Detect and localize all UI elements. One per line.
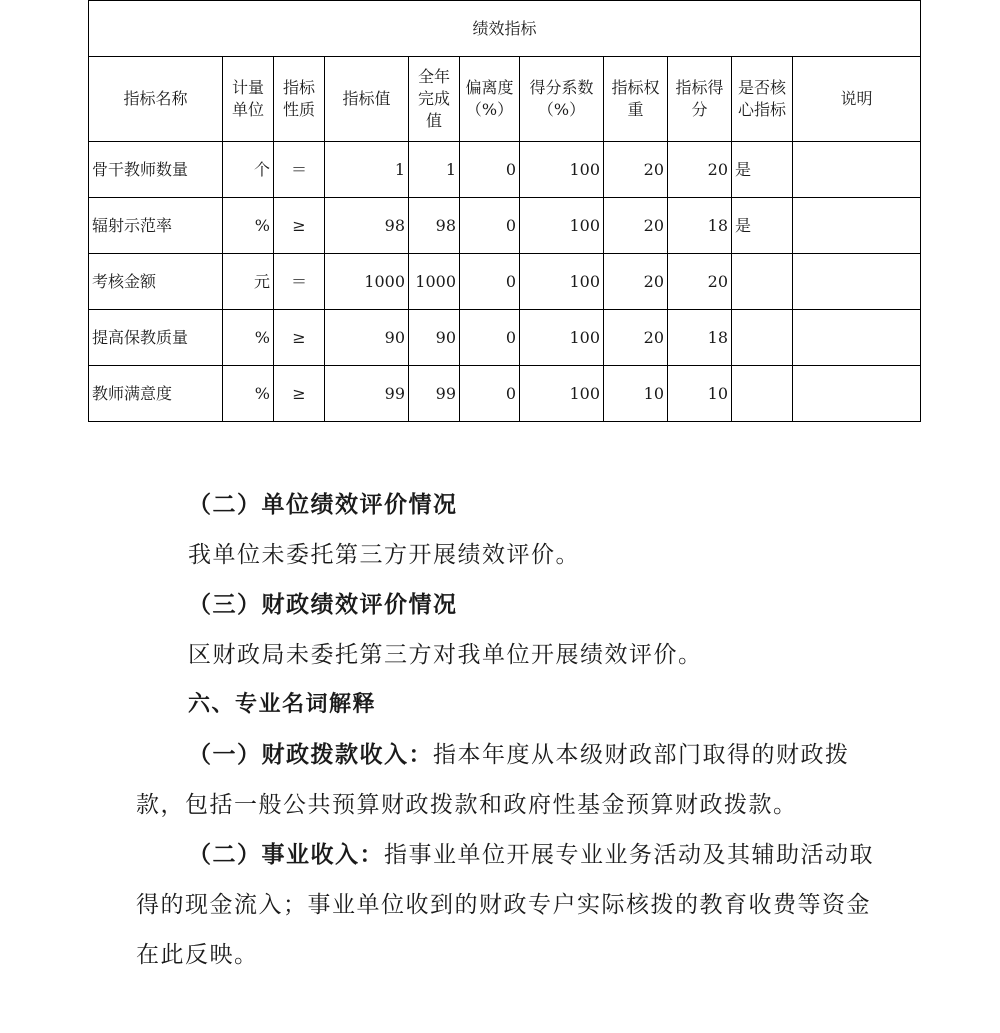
- table-cell: ＝: [274, 254, 325, 310]
- glossary-heading: 六、专业名词解释: [188, 692, 377, 717]
- table-cell: 提高保教质量: [89, 310, 223, 366]
- table-row: [89, 366, 921, 422]
- table-cell: 辐射示范率: [89, 198, 223, 254]
- table-cell: 0: [460, 254, 520, 310]
- table-row: [89, 198, 921, 254]
- fiscal-eval-heading: （三）财政绩效评价情况: [188, 591, 458, 618]
- table-row: [89, 142, 921, 198]
- table-cell: 98: [409, 198, 460, 254]
- column-header: 指标得分: [668, 57, 732, 142]
- table-cell: 0: [460, 142, 520, 198]
- table-cell: 99: [325, 366, 409, 422]
- column-header: 指标性质: [274, 57, 325, 142]
- table-cell: 99: [409, 366, 460, 422]
- table-cell: [732, 366, 793, 422]
- table-cell: [793, 198, 921, 254]
- table-header-row: [89, 57, 921, 142]
- table-cell: 20: [668, 254, 732, 310]
- fiscal-eval-text: 区财政局未委托第三方对我单位开展绩效评价。: [188, 642, 703, 668]
- table-cell: 18: [668, 198, 732, 254]
- unit-eval-text: 我单位未委托第三方开展绩效评价。: [188, 542, 580, 568]
- table-cell: ＝: [274, 142, 325, 198]
- column-header: 偏离度（%）: [460, 57, 520, 142]
- table-cell: 20: [604, 310, 668, 366]
- table-cell: 是: [732, 142, 793, 198]
- term2-text: 指事业单位开展专业业务活动及其辅助活动取得的现金流入；事业单位收到的财政专户实际核拨的教育收费等资金在此反映。: [136, 842, 874, 968]
- table-cell: [793, 310, 921, 366]
- table-cell: 100: [520, 310, 604, 366]
- table-cell: 90: [325, 310, 409, 366]
- term1-text: 指本年度从本级财政部门取得的财政拨款，包括一般公共预算财政拨款和政府性基金预算财政拨款。: [136, 742, 850, 818]
- term2-label: （二）事业收入：: [188, 841, 384, 868]
- table-cell: 100: [520, 198, 604, 254]
- table-cell: 0: [460, 198, 520, 254]
- table-cell: 是: [732, 198, 793, 254]
- table-cell: 1000: [325, 254, 409, 310]
- column-header: 指标值: [325, 57, 409, 142]
- table-cell: [793, 142, 921, 198]
- term1-label: （一）财政拨款收入：: [188, 741, 433, 768]
- table-cell: [732, 310, 793, 366]
- table-cell: 1000: [409, 254, 460, 310]
- column-header: 是否核心指标: [732, 57, 793, 142]
- table-cell: [793, 366, 921, 422]
- table-cell: 10: [604, 366, 668, 422]
- unit-eval-heading: （二）单位绩效评价情况: [188, 491, 458, 518]
- table-cell: 1: [409, 142, 460, 198]
- table-cell: [732, 254, 793, 310]
- table-cell: 1: [325, 142, 409, 198]
- table-cell: 18: [668, 310, 732, 366]
- table-cell: 骨干教师数量: [89, 142, 223, 198]
- column-header: 说明: [793, 57, 921, 142]
- document-body: [136, 480, 884, 980]
- table-cell: 20: [668, 142, 732, 198]
- table-title: 绩效指标: [89, 1, 921, 57]
- table-cell: 20: [604, 142, 668, 198]
- column-header: 计量单位: [223, 57, 274, 142]
- table-cell: 20: [604, 198, 668, 254]
- table-cell: 20: [604, 254, 668, 310]
- table-row: [89, 310, 921, 366]
- table-cell: %: [223, 198, 274, 254]
- table-cell: 100: [520, 254, 604, 310]
- table-cell: %: [223, 366, 274, 422]
- column-header: 指标名称: [89, 57, 223, 142]
- table-cell: 0: [460, 310, 520, 366]
- table-cell: 98: [325, 198, 409, 254]
- column-header: 指标权重: [604, 57, 668, 142]
- table-cell: 10: [668, 366, 732, 422]
- table-cell: 考核金额: [89, 254, 223, 310]
- performance-indicator-table: [88, 0, 921, 422]
- table-cell: 个: [223, 142, 274, 198]
- table-cell: 教师满意度: [89, 366, 223, 422]
- table-cell: ≥: [274, 366, 325, 422]
- table-cell: 90: [409, 310, 460, 366]
- table-cell: ≥: [274, 310, 325, 366]
- table-cell: ≥: [274, 198, 325, 254]
- table-row: [89, 254, 921, 310]
- table-cell: 100: [520, 142, 604, 198]
- table-cell: %: [223, 310, 274, 366]
- column-header: 得分系数（%）: [520, 57, 604, 142]
- column-header: 全年完成值: [409, 57, 460, 142]
- table-cell: 元: [223, 254, 274, 310]
- term-fiscal-appropriation: [136, 730, 884, 830]
- term-business-income: [136, 830, 884, 980]
- table-cell: 100: [520, 366, 604, 422]
- table-cell: 0: [460, 366, 520, 422]
- table-cell: [793, 254, 921, 310]
